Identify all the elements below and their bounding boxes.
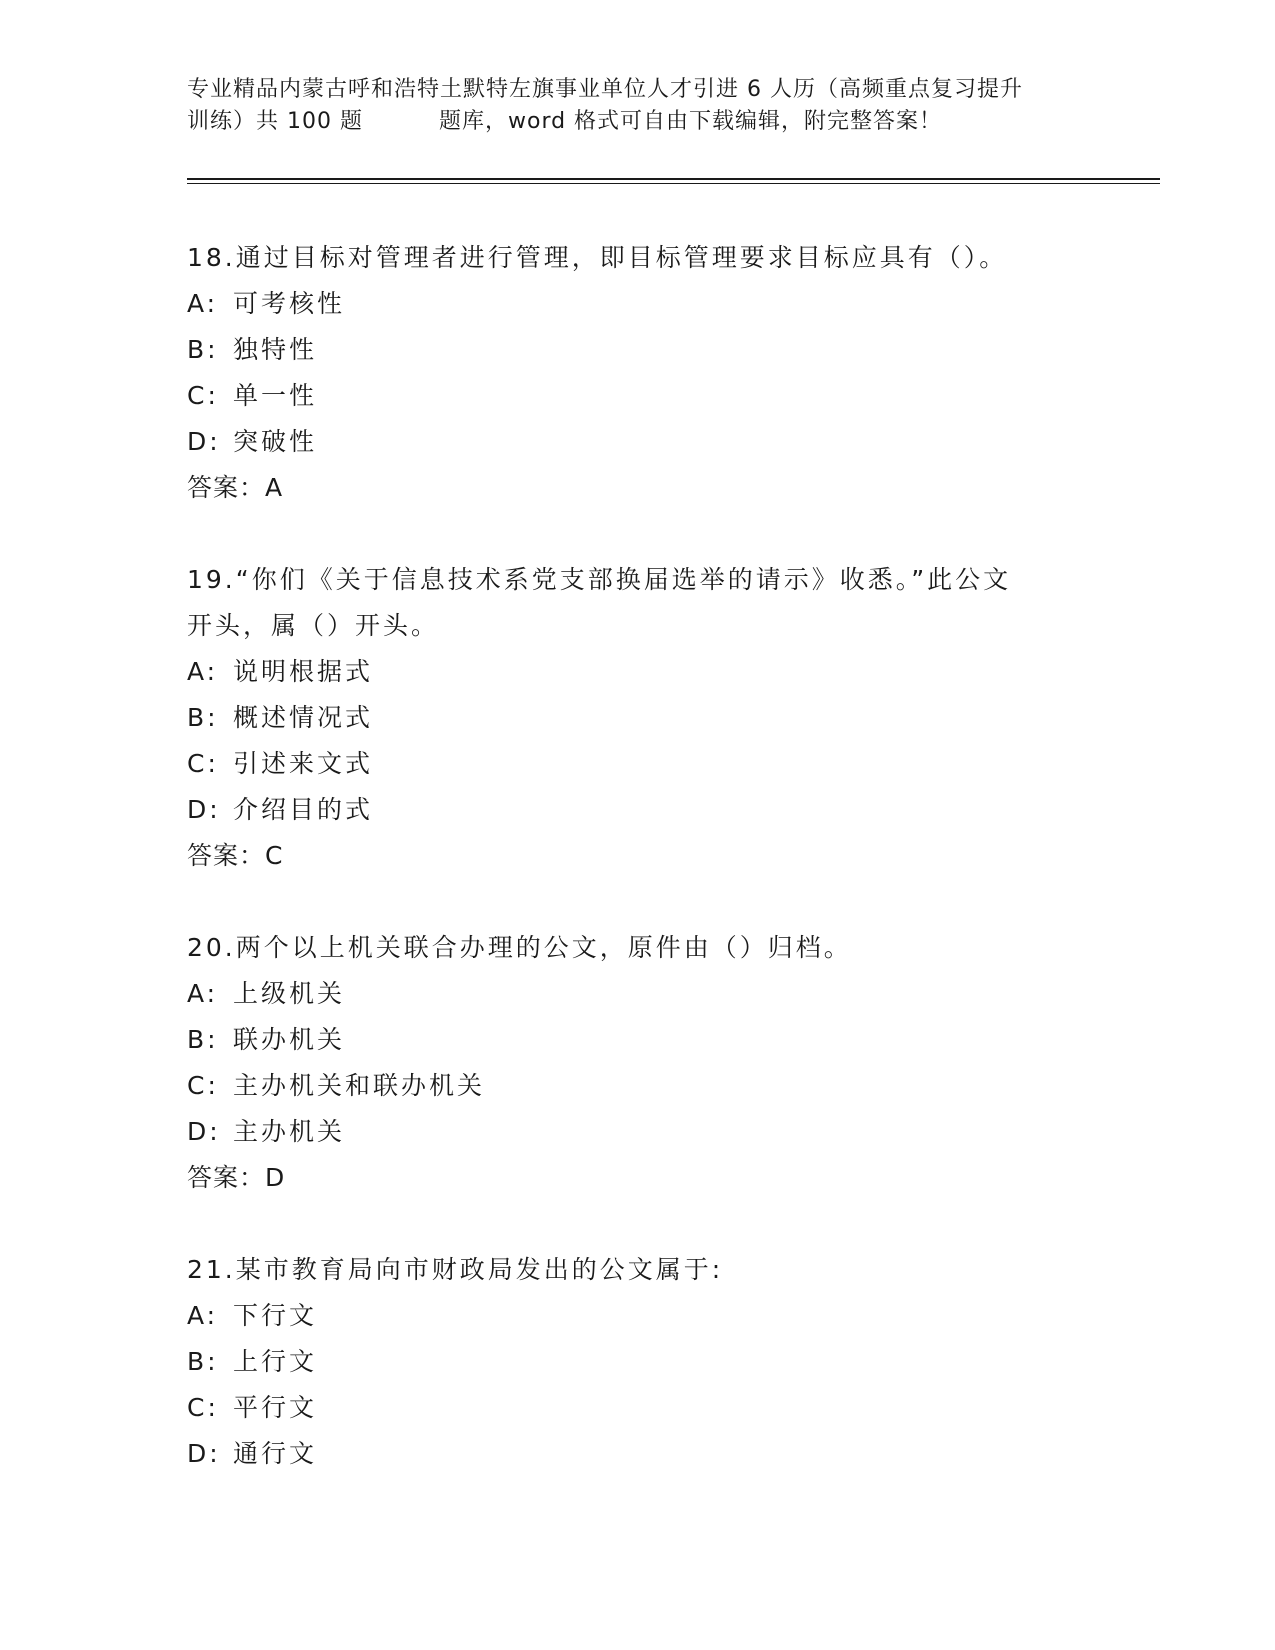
option-text: 说明根据式 bbox=[233, 657, 374, 686]
question-stem-continued: 开头，属（）开头。 bbox=[187, 611, 440, 640]
option-key: C: bbox=[187, 381, 219, 410]
option-text: 突破性 bbox=[233, 427, 318, 456]
option-key: B: bbox=[187, 1347, 219, 1376]
question-list bbox=[187, 235, 1087, 1523]
option-text: 上级机关 bbox=[233, 979, 346, 1008]
option-b bbox=[187, 327, 1087, 373]
answer-line: 答案：A bbox=[187, 473, 284, 502]
option-key: D: bbox=[187, 795, 221, 824]
option-text: 平行文 bbox=[233, 1393, 318, 1422]
question-20 bbox=[187, 925, 1087, 1201]
option-d bbox=[187, 1431, 1087, 1477]
header-line-1: 专业精品内蒙古呼和浩特土默特左旗事业单位人才引进 6 人历（高频重点复习提升 bbox=[187, 77, 1023, 102]
option-text: 上行文 bbox=[233, 1347, 318, 1376]
document-header bbox=[187, 74, 1107, 138]
option-text: 下行文 bbox=[233, 1301, 318, 1330]
option-key: B: bbox=[187, 1025, 219, 1054]
option-key: A: bbox=[187, 657, 219, 686]
option-text: 主办机关和联办机关 bbox=[233, 1071, 486, 1100]
option-a bbox=[187, 1293, 1087, 1339]
header-divider-thick bbox=[187, 178, 1160, 180]
option-key: A: bbox=[187, 1301, 219, 1330]
header-line-2-right: 题库，word 格式可自由下载编辑，附完整答案！ bbox=[438, 109, 943, 134]
option-text: 引述来文式 bbox=[233, 749, 374, 778]
option-d bbox=[187, 787, 1087, 833]
option-b bbox=[187, 695, 1087, 741]
option-key: C: bbox=[187, 1071, 219, 1100]
option-b bbox=[187, 1017, 1087, 1063]
header-divider-thin bbox=[187, 183, 1160, 184]
option-key: B: bbox=[187, 703, 219, 732]
question-18 bbox=[187, 235, 1087, 511]
option-key: D: bbox=[187, 427, 221, 456]
option-a bbox=[187, 649, 1087, 695]
option-text: 联办机关 bbox=[233, 1025, 346, 1054]
option-a bbox=[187, 971, 1087, 1017]
option-text: 单一性 bbox=[233, 381, 318, 410]
option-text: 通行文 bbox=[233, 1439, 318, 1468]
header-line-2 bbox=[187, 106, 1107, 138]
option-key: D: bbox=[187, 1117, 221, 1146]
question-stem: 19.“你们《关于信息技术系党支部换届选举的请示》收悉。”此公文 bbox=[187, 565, 1012, 594]
option-text: 介绍目的式 bbox=[233, 795, 374, 824]
question-19 bbox=[187, 557, 1087, 879]
option-c bbox=[187, 1385, 1087, 1431]
option-key: B: bbox=[187, 335, 219, 364]
answer-line: 答案：D bbox=[187, 1163, 286, 1192]
option-d bbox=[187, 419, 1087, 465]
option-d bbox=[187, 1109, 1087, 1155]
header-line-2-left: 训练）共 100 题 bbox=[187, 109, 363, 134]
option-key: D: bbox=[187, 1439, 221, 1468]
option-text: 可考核性 bbox=[233, 289, 346, 318]
option-a bbox=[187, 281, 1087, 327]
option-c bbox=[187, 1063, 1087, 1109]
option-text: 主办机关 bbox=[233, 1117, 346, 1146]
question-stem: 20.两个以上机关联合办理的公文，原件由（）归档。 bbox=[187, 933, 852, 962]
option-c bbox=[187, 741, 1087, 787]
option-b bbox=[187, 1339, 1087, 1385]
option-key: A: bbox=[187, 289, 219, 318]
question-stem: 21.某市教育局向市财政局发出的公文属于: bbox=[187, 1255, 724, 1284]
option-key: C: bbox=[187, 1393, 219, 1422]
option-key: A: bbox=[187, 979, 219, 1008]
answer-line: 答案：C bbox=[187, 841, 284, 870]
option-text: 独特性 bbox=[233, 335, 318, 364]
option-text: 概述情况式 bbox=[233, 703, 374, 732]
question-21 bbox=[187, 1247, 1087, 1477]
option-c bbox=[187, 373, 1087, 419]
question-stem: 18.通过目标对管理者进行管理，即目标管理要求目标应具有（）。 bbox=[187, 243, 1008, 272]
option-key: C: bbox=[187, 749, 219, 778]
